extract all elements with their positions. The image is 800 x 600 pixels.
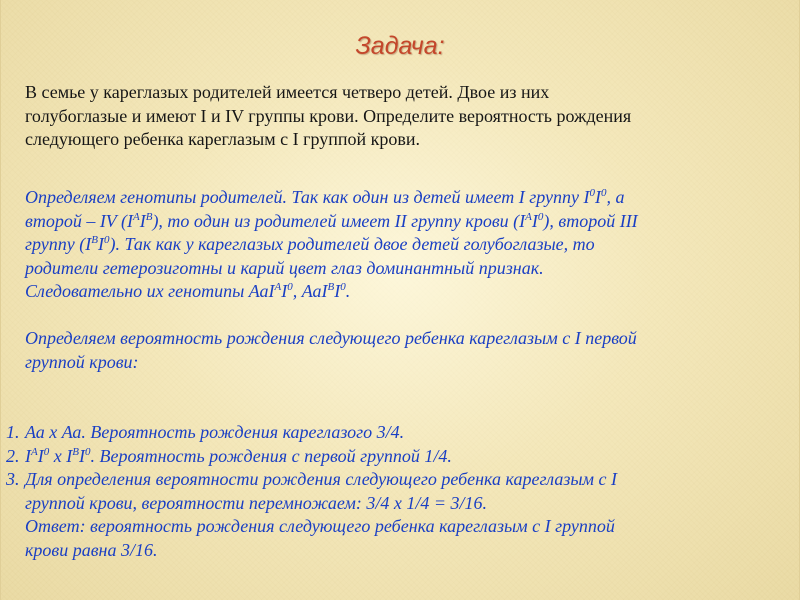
- text-segment: I: [334, 281, 341, 301]
- text-segment: I: [595, 187, 602, 207]
- text-segment: Следовательно их генотипы АаI: [25, 281, 275, 301]
- solution-line: [25, 210, 785, 234]
- text-segment: I: [25, 445, 31, 466]
- task-line: следующего ребенка кареглазым с I группой крови.: [25, 129, 420, 149]
- slide-title: Задача:: [355, 32, 445, 60]
- text-segment: , АаI: [292, 281, 328, 301]
- allele-superscript: B: [91, 234, 98, 246]
- step-number: 1.: [6, 422, 20, 442]
- text-segment: I: [37, 445, 44, 466]
- allele-superscript: 0: [601, 187, 607, 199]
- paragraph-gap: [25, 304, 785, 328]
- step-item: [6, 421, 785, 445]
- text-segment: I: [98, 234, 104, 254]
- step-number: 3.: [6, 469, 20, 489]
- solution-line: [25, 186, 785, 210]
- steps-list: [6, 421, 785, 562]
- step-text-continued: группой крови, вероятности перемножаем: 3/4 х 1/4 = 3/16.: [25, 492, 488, 513]
- allele-superscript: A: [31, 445, 38, 458]
- text-segment: группу (I: [25, 234, 92, 254]
- allele-superscript: B: [327, 281, 335, 293]
- step-text: Для определения вероятности рождения следующего ребенка кареглазым с I: [25, 469, 618, 489]
- step-item: [6, 445, 785, 469]
- text-segment: . Вероятность рождения с первой группой 1/4.: [90, 445, 452, 466]
- answer-line: крови равна 3/16.: [25, 539, 158, 560]
- task-line: В семье у кареглазых родителей имеется четверо детей. Двое из них: [25, 82, 550, 102]
- allele-superscript: 0: [84, 445, 91, 458]
- allele-superscript: 0: [340, 281, 346, 293]
- allele-superscript: 0: [104, 234, 110, 246]
- text-segment: Определяем генотипы родителей. Так как один из детей имеет I группу I: [25, 187, 590, 207]
- allele-superscript: 0: [43, 445, 50, 458]
- text-segment: х I: [49, 445, 73, 466]
- text-segment: I: [531, 210, 538, 231]
- text-segment: ). Так как у кареглазых родителей двое детей голубоглазые, то: [109, 234, 595, 254]
- text-segment: , а: [606, 187, 625, 207]
- task-text: [25, 81, 785, 152]
- allele-superscript: A: [132, 210, 140, 223]
- solution-line: [25, 280, 785, 304]
- solution-line: Определяем вероятность рождения следующего ребенка кареглазым с I первой: [25, 328, 637, 348]
- text-segment: I: [78, 445, 85, 466]
- solution-line: группой крови:: [25, 351, 139, 372]
- allele-superscript: B: [145, 210, 153, 223]
- text-segment: ), второй III: [543, 210, 638, 231]
- text-segment: I: [281, 281, 288, 301]
- allele-superscript: 0: [287, 281, 293, 293]
- text-segment: .: [345, 281, 351, 301]
- allele-superscript: A: [525, 210, 532, 223]
- allele-superscript: B: [72, 445, 79, 458]
- allele-superscript: 0: [589, 187, 596, 199]
- text-segment: второй – IV (I: [25, 210, 133, 231]
- step-number: 2.: [6, 445, 20, 466]
- step-item: [6, 468, 785, 492]
- solution-text: [25, 186, 785, 374]
- step-text: Аа х Аа. Вероятность рождения кареглазого 3/4.: [25, 422, 405, 442]
- task-line: голубоглазые и имеют I и IV группы крови. Определите вероятность рождения: [25, 105, 632, 126]
- text-segment: ), то один из родителей имеет II группу крови (I: [152, 210, 526, 231]
- allele-superscript: 0: [537, 210, 544, 223]
- allele-superscript: A: [274, 281, 282, 293]
- solution-line: [25, 233, 785, 257]
- text-segment: I: [139, 210, 146, 231]
- solution-line: родители гетерозиготны и карий цвет глаз доминантный признак.: [25, 257, 544, 278]
- answer-line: Ответ: вероятность рождения следующего ребенка кареглазым с I группой: [25, 516, 615, 536]
